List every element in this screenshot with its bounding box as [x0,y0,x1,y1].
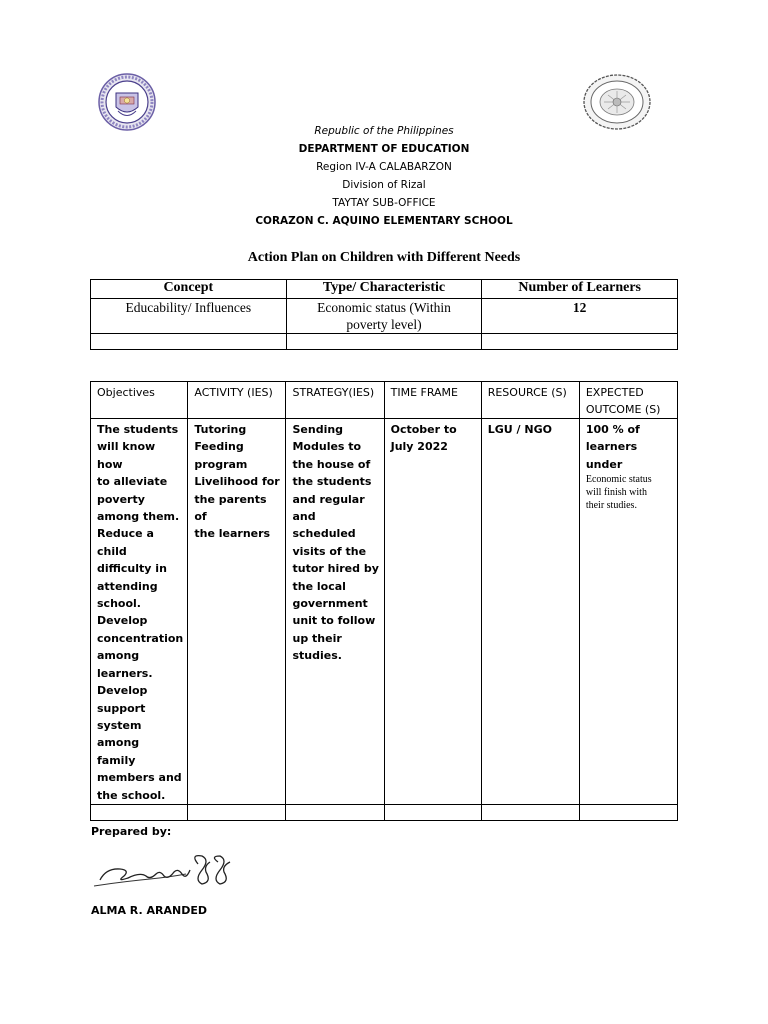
outcome-detail-line: will finish with [585,487,647,499]
division-line: Division of Rizal [342,179,426,191]
outcome-line: learners under [585,440,638,471]
activity-line: the learners [194,527,271,541]
outcome-detail-line: their studies. [585,500,637,512]
resource-header: RESOURCE (S) [481,382,579,419]
objectives-line: the school. [97,788,166,802]
blank-cell [91,804,188,820]
concept-header: Concept [91,280,287,299]
outcome-header-line: OUTCOME (S) [585,403,661,416]
activity-line: Feeding [194,440,244,454]
objectives-line: support [97,701,146,715]
blank-cell [481,804,579,820]
strategy-line: Sending [292,423,344,436]
strategy-line: studies. [292,649,342,663]
objectives-line: Reduce a child [97,527,154,558]
objectives-line: poverty [97,492,145,506]
objectives-line: among [97,649,140,663]
action-plan-table [90,381,678,821]
summary-header-row [91,280,678,299]
activity-line: Livelihood for [194,475,280,489]
blank-cell [188,804,286,820]
objectives-line: system among [97,718,142,750]
strategy-cell [286,419,384,805]
prepared-by-label: Prepared by: [91,825,172,838]
objectives-line: learners. [97,666,153,680]
strategy-line: Modules to [292,440,362,454]
strategy-line: the house of [292,457,371,471]
outcome-header-line: EXPECTED [585,386,644,399]
objectives-header: Objectives [91,382,188,419]
outcome-header [579,382,677,419]
blank-cell [286,334,482,350]
resource-cell: LGU / NGO [481,419,579,805]
objectives-line: school. [97,597,141,611]
outcome-cell [579,419,677,805]
strategy-header: STRATEGY(IES) [286,382,384,419]
type-line: poverty level) [346,317,422,332]
blank-cell [286,804,384,820]
blank-cell [579,804,677,820]
school-line: CORAZON C. AQUINO ELEMENTARY SCHOOL [255,215,513,227]
type-header: Type/ Characteristic [286,280,482,299]
letterhead [0,122,768,230]
republic-line: Republic of the Philippines [314,125,454,137]
objectives-line: Develop [97,684,148,698]
learners-cell: 12 [482,299,678,334]
activity-line: the parents of [194,492,267,524]
summary-table [90,279,678,350]
objectives-line: Develop [97,614,148,628]
strategy-line: up their [292,631,342,645]
summary-data-row [91,299,678,334]
strategy-line: the students [292,475,372,489]
type-cell [286,299,482,334]
objectives-line: concentration [97,631,184,645]
handwritten-signature [90,852,242,892]
objectives-line: to alleviate [97,475,168,489]
time-frame-line: July 2022 [390,440,448,454]
objectives-line: The students [97,423,179,436]
objectives-line: among them. [97,510,180,524]
objectives-line: will know how [97,440,156,471]
summary-blank-row [91,334,678,350]
plan-blank-row [91,804,678,820]
department-line: DEPARTMENT OF EDUCATION [298,143,470,155]
objectives-line: family [97,753,136,767]
objectives-cell [91,419,188,805]
plan-data-row [91,419,678,805]
outcome-detail-line: Economic status [585,474,652,486]
strategy-line: visits of the [292,544,367,558]
sub-office-line: TAYTAY SUB-OFFICE [332,197,436,209]
strategy-line: and scheduled [292,510,356,541]
time-frame-line: October to [390,423,457,436]
time-frame-header: TIME FRAME [384,382,481,419]
objectives-line: difficulty in [97,562,167,576]
learners-header: Number of Learners [482,280,678,299]
outcome-line: 100 % of [585,423,640,436]
activity-line: program [194,457,248,471]
region-line: Region IV-A CALABARZON [316,161,452,173]
strategy-line: tutor hired by [292,562,379,576]
strategy-line: and regular [292,492,365,506]
activity-cell [188,419,286,805]
objectives-line: attending [97,579,158,593]
blank-cell [384,804,481,820]
objectives-line: members and [97,771,182,785]
type-line: Economic status (Within [317,300,451,315]
blank-cell [91,334,287,350]
activity-line: Tutoring [194,423,247,436]
time-frame-cell [384,419,481,805]
plan-header-row [91,382,678,419]
blank-cell [482,334,678,350]
strategy-line: unit to follow [292,614,376,628]
preparer-name: ALMA R. ARANDED [91,904,207,917]
strategy-line: the local [292,579,346,593]
concept-cell: Educability/ Influences [91,299,287,334]
activity-header: ACTIVITY (IES) [188,382,286,419]
document-title: Action Plan on Children with Different Needs [247,250,521,265]
strategy-line: government [292,597,368,611]
